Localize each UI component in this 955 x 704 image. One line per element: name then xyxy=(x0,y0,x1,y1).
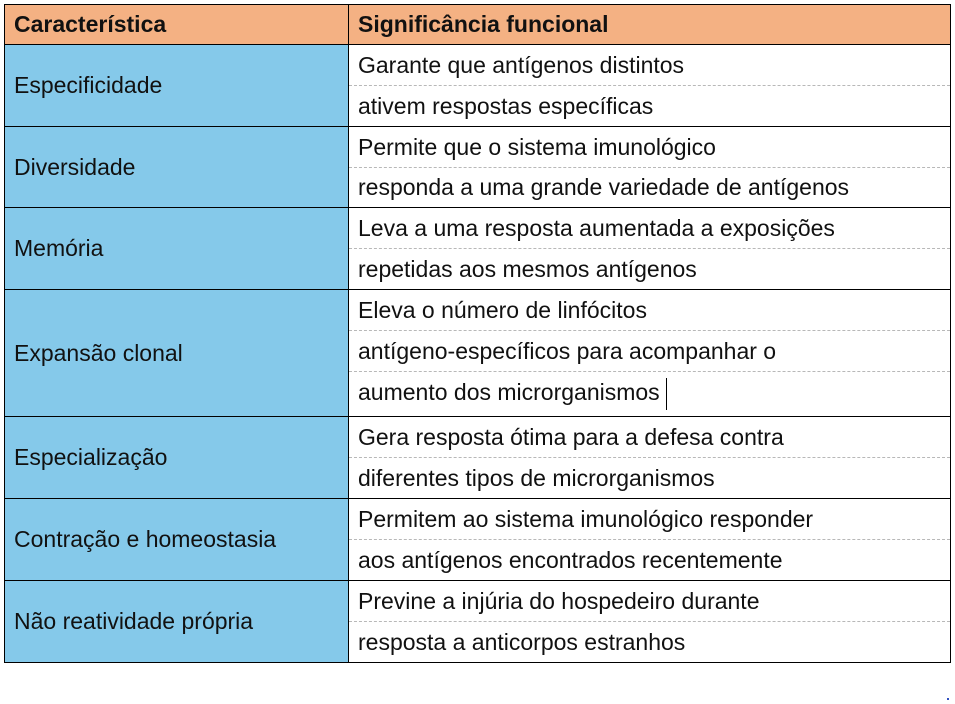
feature-cell[interactable]: Memória xyxy=(5,208,349,290)
header-feature[interactable]: Característica xyxy=(5,5,349,45)
text-line: Permitem ao sistema imunológico responder xyxy=(349,499,950,540)
feature-cell[interactable]: Especificidade xyxy=(5,45,349,127)
text-line: Leva a uma resposta aumentada a exposições xyxy=(349,208,950,249)
significance-cell[interactable] xyxy=(349,581,951,663)
table-row xyxy=(5,499,951,581)
text-line: aos antígenos encontrados recentemente xyxy=(358,547,783,573)
significance-cell[interactable] xyxy=(349,127,951,208)
significance-cell[interactable] xyxy=(349,417,951,499)
text-line: Garante que antígenos distintos xyxy=(349,45,950,86)
text-line: Eleva o número de linfócitos xyxy=(349,290,950,331)
text-line: Permite que o sistema imunológico xyxy=(349,127,950,168)
table-row xyxy=(5,417,951,499)
corner-marker xyxy=(947,698,949,700)
text-line: resposta a anticorpos estranhos xyxy=(358,629,686,655)
text-line: antígeno-específicos para acompanhar o xyxy=(349,331,950,372)
immune-features-table xyxy=(4,4,951,663)
text-line: ativem respostas específicas xyxy=(358,93,654,119)
significance-cell[interactable] xyxy=(349,45,951,127)
feature-cell[interactable]: Especialização xyxy=(5,417,349,499)
text-line xyxy=(349,372,950,416)
feature-cell[interactable]: Expansão clonal xyxy=(5,290,349,417)
text-line: diferentes tipos de microrganismos xyxy=(358,465,715,491)
feature-cell[interactable]: Não reatividade própria xyxy=(5,581,349,663)
significance-cell[interactable] xyxy=(349,290,951,417)
feature-cell[interactable]: Diversidade xyxy=(5,127,349,208)
table-row xyxy=(5,208,951,290)
table-row xyxy=(5,581,951,663)
table-row xyxy=(5,127,951,208)
table-row xyxy=(5,45,951,127)
significance-cell[interactable] xyxy=(349,208,951,290)
header-significance[interactable]: Significância funcional xyxy=(349,5,951,45)
text-line: repetidas aos mesmos antígenos xyxy=(358,256,697,282)
feature-cell[interactable]: Contração e homeostasia xyxy=(5,499,349,581)
text-line: responda a uma grande variedade de antígenos xyxy=(358,174,850,200)
text-cursor xyxy=(666,378,667,410)
significance-cell[interactable] xyxy=(349,499,951,581)
text-line-content: aumento dos microrganismos xyxy=(358,379,660,406)
text-line: Gera resposta ótima para a defesa contra xyxy=(349,417,950,458)
table-row xyxy=(5,290,951,417)
text-line: Previne a injúria do hospedeiro durante xyxy=(349,581,950,622)
header-row xyxy=(5,5,951,45)
